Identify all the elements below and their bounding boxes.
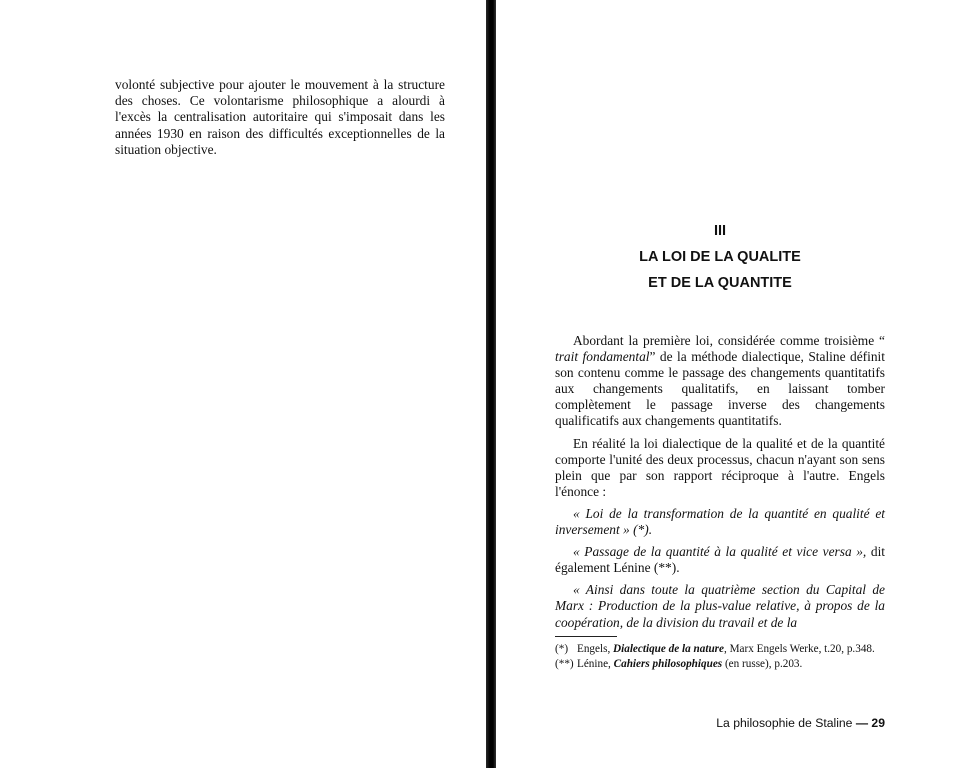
chapter-number: III xyxy=(713,223,727,239)
footnote-2-text xyxy=(577,658,885,671)
footnote-2-ref: (en russe), p.203. xyxy=(722,658,803,670)
footnote-1-ref: , Marx Engels Werke, t.20, p.348. xyxy=(723,643,875,655)
footnotes xyxy=(555,643,885,673)
footnote-1-mark: (*) xyxy=(555,643,569,655)
p1-italic: trait fondamental xyxy=(555,349,650,365)
paragraph-1 xyxy=(555,333,885,430)
left-page xyxy=(115,77,445,158)
quote-engels: « Loi de la transformation de la quantité en qualité et inversement » (*). xyxy=(555,505,885,538)
paragraph-2: En réalité la loi dialectique de la qualité et de la quantité comporte l'unité des deux processus, chacun n'ayant son sens plein que par son rapport réciproque à l'autre. Engels l'énonce : xyxy=(555,435,885,499)
chapter-heading xyxy=(555,218,885,296)
running-title: La philosophie de Staline xyxy=(716,716,853,730)
footnote-2 xyxy=(555,658,885,671)
quote-capital: « Ainsi dans toute la quatrième section du Capital de Marx : Production de la plus-value relative, à propos de la coopération, de la division du travail et de la xyxy=(555,582,885,630)
footnote-rule xyxy=(555,636,617,637)
footnote-1 xyxy=(555,643,885,656)
left-paragraph: volonté subjective pour ajouter le mouvement à la structure des choses. Ce volontarisme philosophique a alourdi à l'excès la centralisation autoritaire qui s'imposait dans les années 1930 en raison des difficultés exceptionnelles de la situation objective. xyxy=(115,77,445,157)
quote-lenine-plain: dit également Lénine (**). xyxy=(555,544,886,576)
page-number: — 29 xyxy=(855,716,885,730)
quote-lenine xyxy=(555,544,885,576)
body-text xyxy=(555,333,885,637)
footnote-1-author: Engels, xyxy=(577,643,614,655)
quote-lenine-italic: « Passage de la quantité à la qualité et vice versa », xyxy=(573,544,867,560)
chapter-title-line2: ET DE LA QUANTITE xyxy=(648,275,792,291)
footnote-1-title: Dialectique de la nature xyxy=(613,643,724,655)
running-footer xyxy=(555,716,885,730)
footnote-2-mark: (**) xyxy=(555,658,574,670)
p1-part-a: Abordant la première loi, considérée comme troisième “ xyxy=(573,333,885,348)
footnote-2-title: Cahiers philosophiques xyxy=(613,658,723,670)
book-spine xyxy=(486,0,496,768)
chapter-title-line1: LA LOI DE LA QUALITE xyxy=(639,249,801,265)
footnote-1-text xyxy=(577,643,885,656)
footnote-2-author: Lénine, xyxy=(577,658,614,670)
p1-part-b: ” de la méthode dialectique, Staline définit son contenu comme le passage des changements quantitatifs aux changements qualitatifs, en laissant tomber complètement le passage inverse des changements qualificatifs aux changements quantitatifs. xyxy=(555,349,885,429)
